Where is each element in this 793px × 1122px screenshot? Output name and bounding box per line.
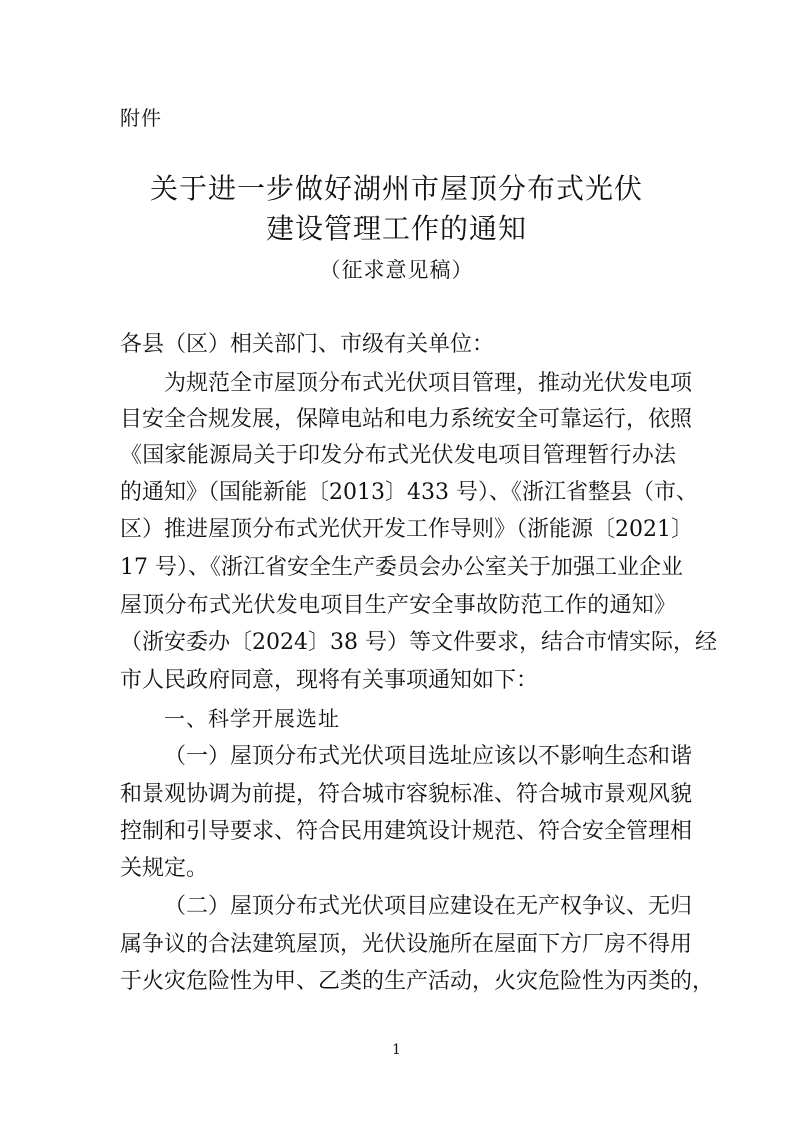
body-line: （浙安委办〔2024〕38 号）等文件要求，结合市情实际，经 (120, 630, 717, 655)
body-line: （一）屋顶分布式光伏项目选址应该以不影响生态和谐 (164, 744, 693, 769)
body-line: （二）屋顶分布式光伏项目应建设在无产权争议、无归 (164, 894, 693, 919)
document-title-line-1: 关于进一步做好湖州市屋顶分布式光伏 (149, 172, 643, 205)
body-line: 的通知》（国能新能〔2013〕433 号）、《浙江省整县（市、 (120, 480, 698, 505)
document-title-line-2: 建设管理工作的通知 (265, 212, 527, 245)
attachment-label: 附件 (120, 106, 162, 130)
body-line: 目安全合规发展，保障电站和电力系统安全可靠运行，依照 (120, 407, 693, 432)
body-line: 17 号）、《浙江省安全生产委员会办公室关于加强工业企业 (120, 555, 683, 580)
body-line: 《国家能源局关于印发分布式光伏发电项目管理暂行办法 (120, 443, 676, 468)
document-subtitle: （征求意见稿） (319, 258, 474, 282)
body-line: 为规范全市屋顶分布式光伏项目管理，推动光伏发电项 (164, 371, 693, 396)
body-line: 屋顶分布式光伏发电项目生产安全事故防范工作的通知》 (120, 593, 676, 618)
body-line: 市人民政府同意，现将有关事项通知如下： (120, 668, 539, 693)
body-line: 和景观协调为前提，符合城市容貌标准、符合城市景观风貌 (120, 782, 693, 807)
salutation: 各县（区）相关部门、市级有关单位： (120, 332, 495, 357)
body-line: 于火灾危险性为甲、乙类的生产活动，火灾危险性为丙类的， (120, 969, 715, 994)
section-heading: 一、科学开展选址 (164, 707, 340, 731)
body-line: 区）推进屋顶分布式光伏开发工作导则》（浙能源〔2021〕 (120, 517, 693, 542)
body-line: 关规定。 (120, 856, 209, 881)
body-line: 控制和引导要求、符合民用建筑设计规范、符合安全管理相 (120, 819, 693, 844)
body-line: 属争议的合法建筑屋顶，光伏设施所在屋面下方厂房不得用 (120, 932, 693, 957)
page-number: 1 (392, 1042, 401, 1058)
